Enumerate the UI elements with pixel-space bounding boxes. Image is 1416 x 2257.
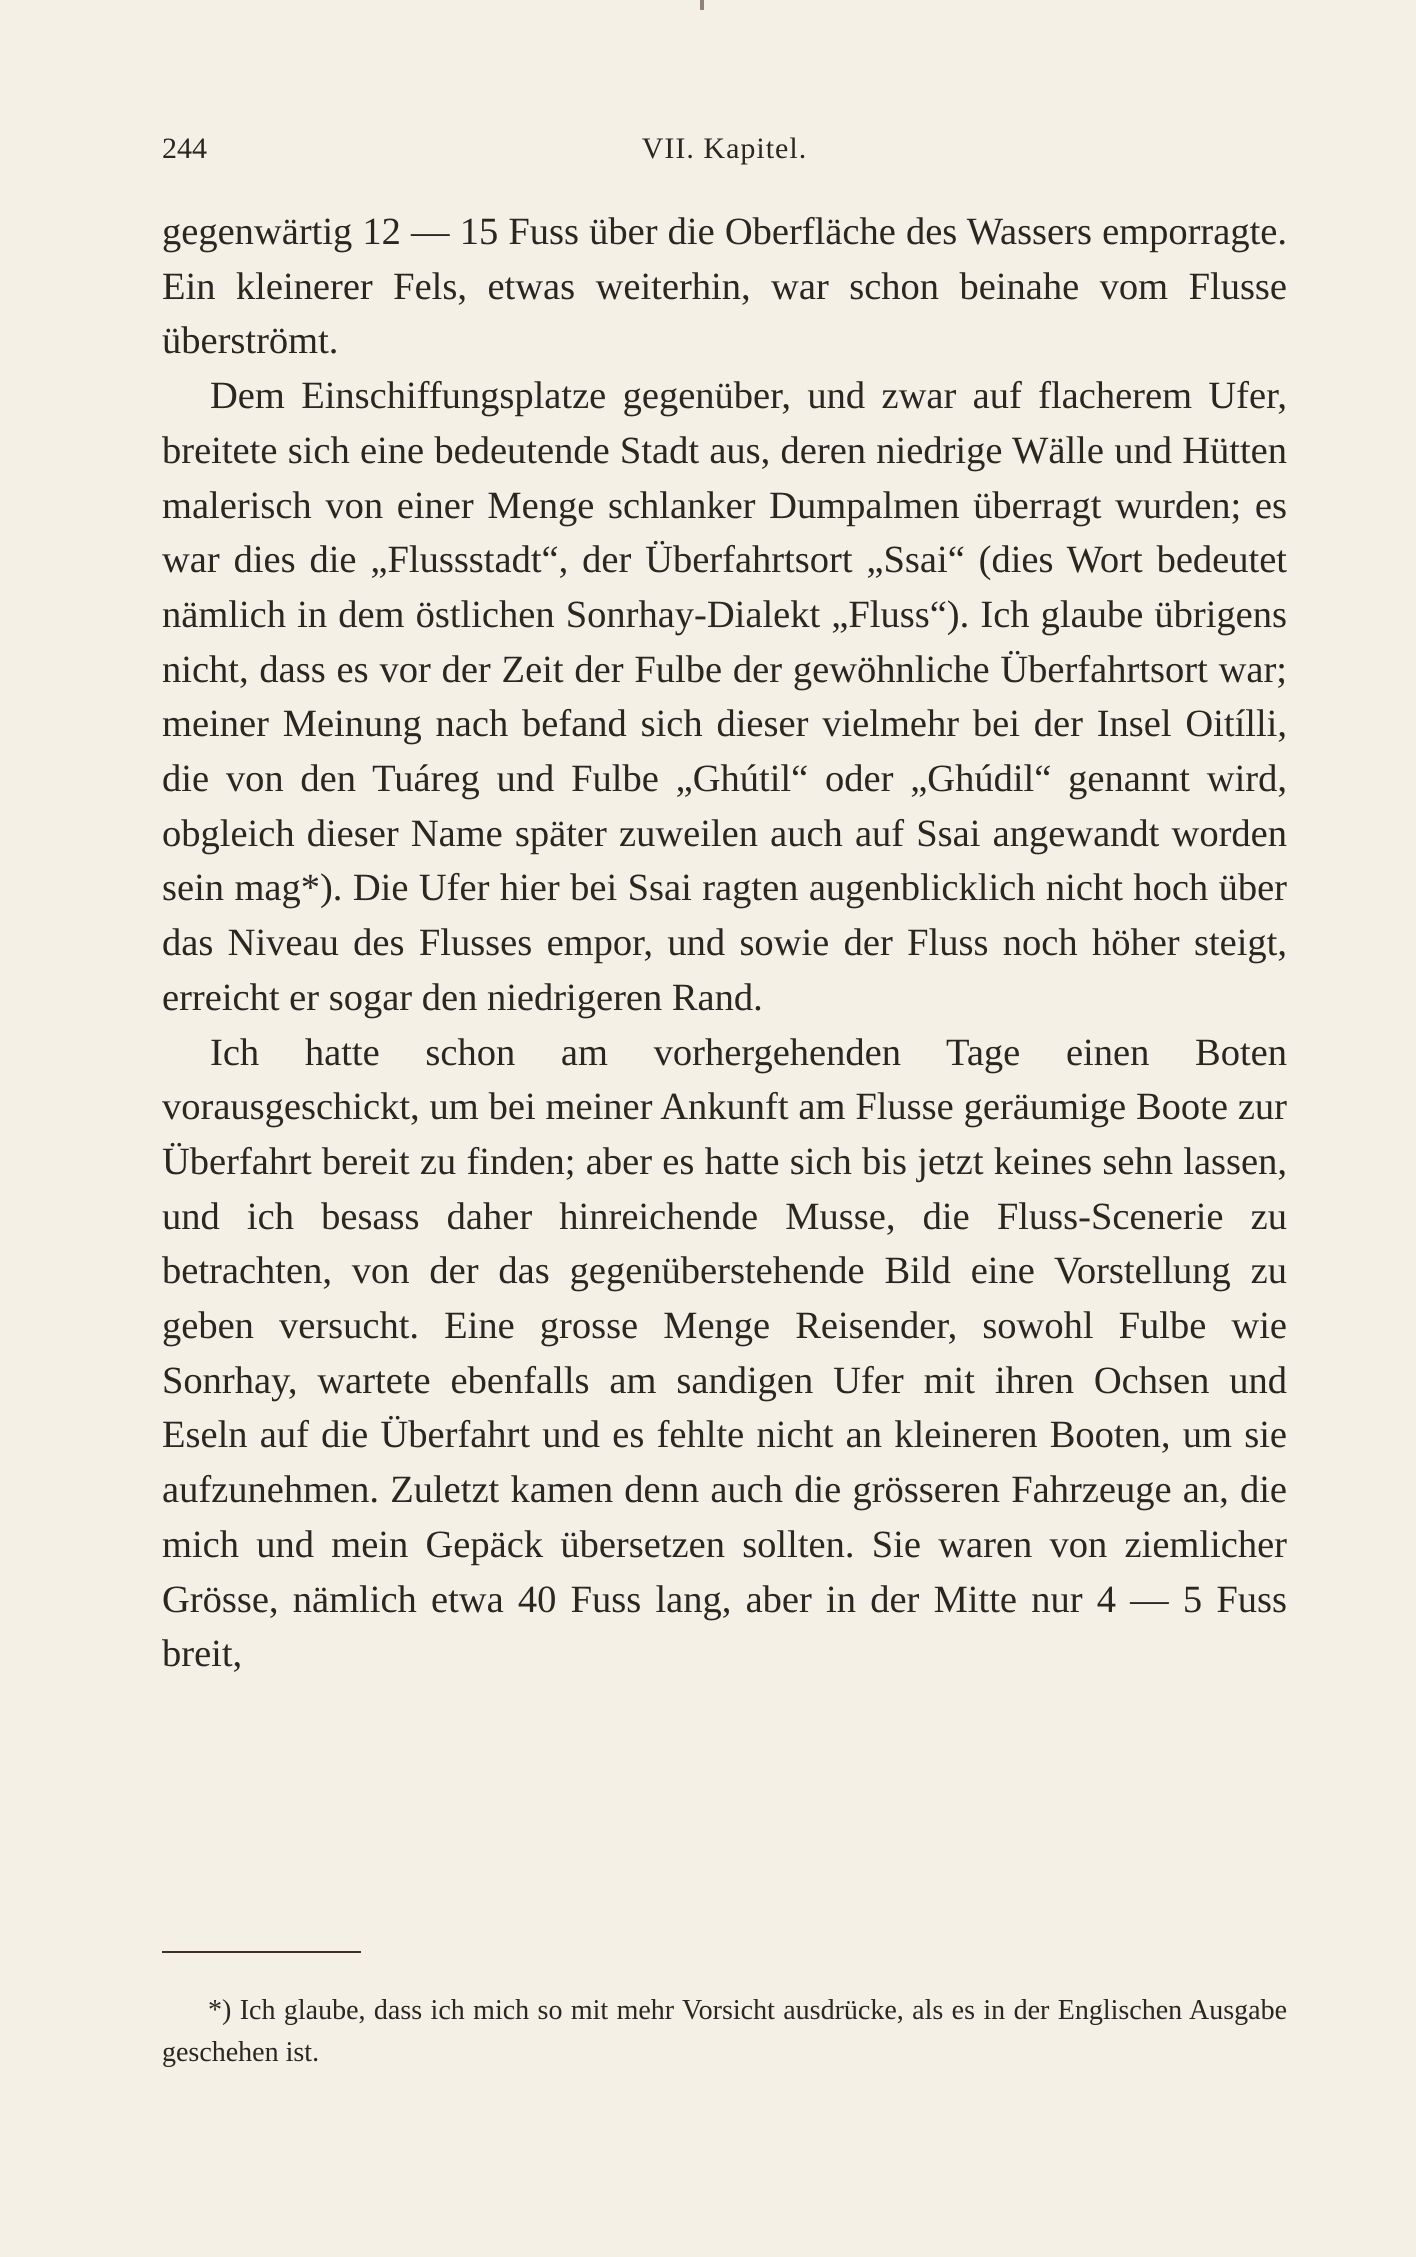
scan-mark — [700, 0, 704, 10]
page-header — [162, 132, 1287, 172]
footnote-divider — [162, 1951, 361, 1953]
paragraph-crossing: Ich hatte schon am vorhergehenden Tage einen Boten vorausgeschickt, um bei meiner Ankunft am Flusse geräumige Boote zur Überfahrt bereit zu finden; aber es hatte sich bis jetzt keines sehn lassen, und ich besass daher hinreichende Musse, die Fluss-Scenerie zu betrachten, von der das gegenüberstehende Bild eine Vorstellung zu geben versucht. Eine grosse Menge Reisender, sowohl Fulbe wie Sonrhay, wartete ebenfalls am sandigen Ufer mit ihren Ochsen und Eseln auf die Überfahrt und es fehlte nicht an kleineren Booten, um sie aufzunehmen. Zuletzt kamen denn auch die grösseren Fahrzeuge an, die mich und mein Gepäck übersetzen sollten. Sie waren von ziemlicher Grösse, nämlich etwa 40 Fuss lang, aber in der Mitte nur 4 — 5 Fuss breit, — [162, 1031, 1287, 1676]
running-head: VII. Kapitel. — [641, 132, 808, 165]
paragraph-ssai: Dem Einschiffungsplatze gegenüber, und zwar auf flacherem Ufer, breitete sich eine bedeutende Stadt aus, deren niedrige Wälle und Hütten malerisch von einer Menge schlanker Dumpalmen überragt wurden; es war dies die „Flussstadt“, der Überfahrtsort „Ssai“ (dies Wort bedeutet nämlich in dem östlichen Sonrhay-Dialekt „Fluss“). Ich glaube übrigens nicht, dass es vor der Zeit der Fulbe der gewöhnliche Überfahrtsort war; meiner Meinung nach befand sich dieser vielmehr bei der Insel Oitílli, die von den Tuáreg und Fulbe „Ghútil“ oder „Ghúdil“ genannt wird, obgleich dieser Name später zuweilen auch auf Ssai angewandt worden sein mag*). Die Ufer hier bei Ssai ragten augenblicklich nicht hoch über das Niveau des Flusses empor, und sowie der Fluss noch höher steigt, erreicht er sogar den niedrigeren Rand. — [162, 375, 1287, 1019]
body-text — [162, 205, 1287, 1682]
page-number: 244 — [162, 132, 207, 165]
paragraph-continuation: gegenwärtig 12 — 15 Fuss über die Oberfläche des Wassers emporragte. Ein kleinerer Fels, etwas weiterhin, war schon beinahe vom Flusse überströmt. — [162, 211, 1287, 363]
footnote: *) Ich glaube, dass ich mich so mit mehr Vorsicht ausdrücke, als es in der Englischen Ausgabe geschehen ist. — [162, 1995, 1287, 2068]
